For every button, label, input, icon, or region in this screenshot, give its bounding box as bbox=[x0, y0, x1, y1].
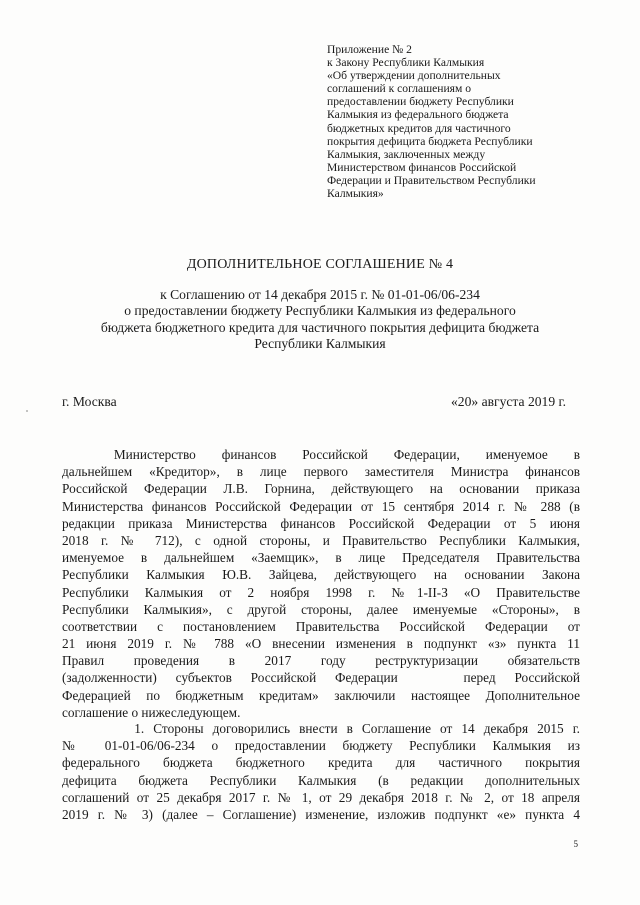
appendix-note bbox=[327, 43, 597, 200]
document-title: ДОПОЛНИТЕЛЬНОЕ СОГЛАШЕНИЕ № 4 bbox=[186, 257, 454, 272]
paragraph-line: Республики Калмыкия от 2 ноября 1998 г. №1-II-З «О Правительстве bbox=[62, 584, 580, 600]
paragraph-line: дальнейшем «Кредитор», в лице первого заместителя Министра финансов bbox=[62, 464, 580, 480]
paragraph-line: соглашений от 25 декабря 2017 г. № 1, от 29 декабря 2018 г. № 2, от 18 апреля bbox=[62, 789, 580, 805]
page-number: 5 bbox=[573, 839, 578, 849]
paragraph-line: Республики Калмыкия», с другой стороны, далее именуемые «Стороны», в bbox=[62, 601, 580, 617]
paragraph-line: Республики Калмыкия Ю.В. Зайцева, действующего на основании Закона bbox=[62, 567, 580, 583]
signing-place: г. Москва bbox=[62, 394, 117, 409]
paragraph-line: дефицита бюджета Республики Калмыкия (в редакции дополнительных bbox=[62, 772, 580, 788]
appendix-line: предоставлении бюджету Республики bbox=[327, 95, 514, 109]
paragraph-line: 2018 г. № 712), с одной стороны, и Правительство Республики Калмыкия, bbox=[62, 532, 580, 548]
subtitle-line: бюджета бюджетного кредита для частичного покрытия дефицита бюджета bbox=[100, 319, 540, 335]
appendix-line: «Об утверждении дополнительных bbox=[327, 69, 501, 83]
paragraph-line: Федерацией по бюджетным кредитам» заключили настоящее Дополнительное bbox=[62, 687, 580, 703]
appendix-line: к Закону Республики Калмыкия bbox=[327, 56, 485, 70]
paragraph-line: Министерство финансов Российской Федерации, именуемое в bbox=[62, 447, 580, 462]
appendix-line: покрытия дефицита бюджета Республики bbox=[327, 134, 533, 148]
paragraph-item-1 bbox=[62, 720, 580, 823]
appendix-line: Калмыкия» bbox=[327, 187, 384, 201]
paragraph-line: соответствии с постановлением Правительства Российской Федерации от bbox=[62, 618, 580, 634]
appendix-line: Калмыкия из федерального бюджета bbox=[327, 108, 509, 122]
paragraph-line: 2019 г. № 3) (далее – Соглашение) изменение, изложив подпункт «е» пункта 4 bbox=[62, 806, 580, 822]
appendix-line: бюджетных кредитов для частичного bbox=[327, 121, 511, 135]
document-subtitle bbox=[0, 287, 640, 353]
paragraph-line: (задолженности) субъектов Российской Федерации перед Российской bbox=[62, 670, 580, 686]
paragraph-line: № 01-01-06/06-234 о предоставлении бюджету Республики Калмыкия из bbox=[62, 738, 580, 754]
paragraph-line: именуемое в дальнейшем «Заемщик», в лице Председателя Правительства bbox=[62, 550, 580, 566]
paragraph-line: соглашение о нижеследующем. bbox=[62, 704, 241, 720]
appendix-line: Калмыкия, заключенных между bbox=[327, 147, 486, 161]
paragraph-line: редакции приказа Министерства финансов Российской Федерации от 5 июня bbox=[62, 515, 580, 531]
appendix-line: Приложение № 2 bbox=[327, 43, 412, 56]
paragraph-parties bbox=[62, 446, 580, 721]
paragraph-line: федерального бюджета бюджетного кредита для частичного покрытия bbox=[62, 755, 580, 771]
appendix-line: Министерством финансов Российской bbox=[327, 160, 517, 174]
paragraph-line: Российской Федерации Л.В. Горнина, действующего на основании приказа bbox=[62, 481, 580, 497]
scan-dot bbox=[26, 410, 28, 412]
appendix-line: Федерации и Правительством Республики bbox=[327, 173, 536, 187]
subtitle-line: к Соглашению от 14 декабря 2015 г. № 01-01-06/06-234 bbox=[160, 287, 480, 302]
subtitle-line: о предоставлении бюджету Республики Калмыкия из федерального bbox=[124, 303, 516, 319]
paragraph-line: Правил проведения в 2017 году реструктуризации обязательств bbox=[62, 653, 580, 669]
subtitle-line: Республики Калмыкия bbox=[254, 336, 386, 352]
paragraph-line: Министерства финансов Российской Федерации от 15 сентября 2014 г. № 288 (в bbox=[62, 498, 580, 514]
signing-date: «20» августа 2019 г. bbox=[450, 394, 566, 409]
paragraph-line: 1. Стороны договорились внести в Соглашение от 14 декабря 2015 г. bbox=[62, 721, 580, 736]
paragraph-line: 21 июня 2019 г. № 788 «О внесении изменения в подпункт «з» пункта 11 bbox=[62, 636, 580, 652]
appendix-line: соглашений к соглашениям о bbox=[327, 82, 472, 96]
